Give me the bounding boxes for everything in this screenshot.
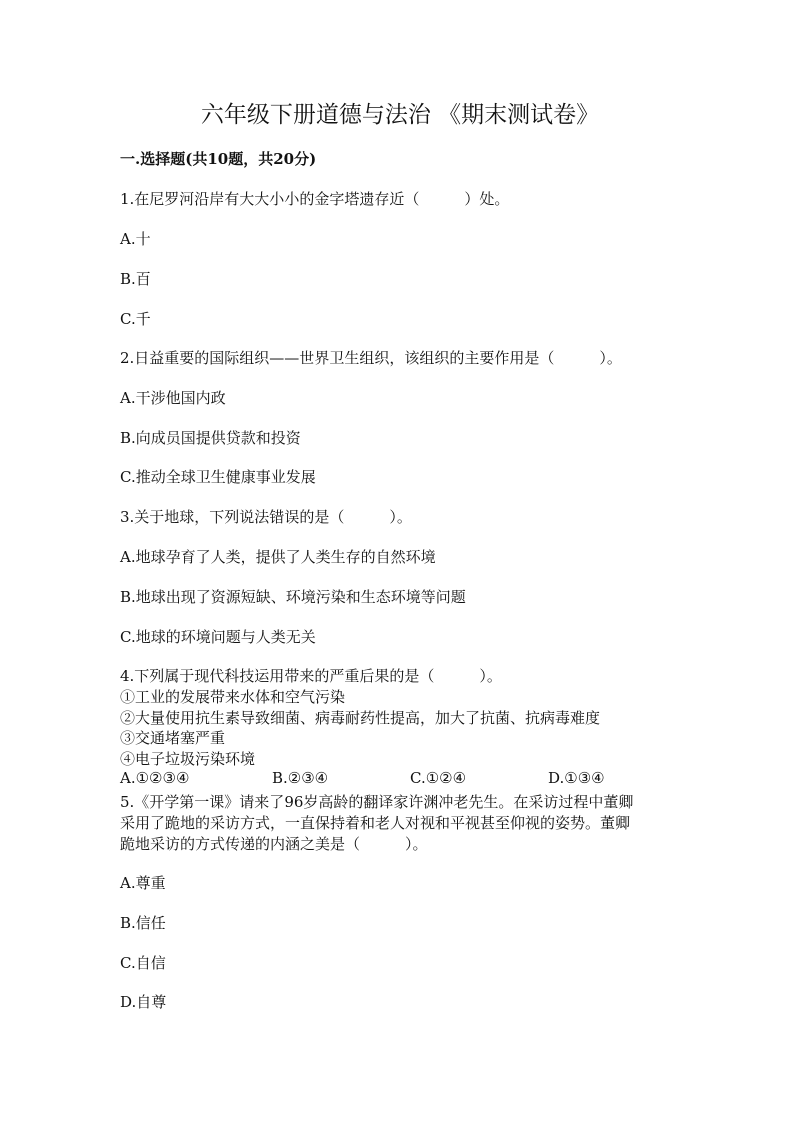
q4-option-b: B.②③④ [272,769,329,787]
q5-stem-line-1: 5.《开学第一课》请来了96岁高龄的翻译家许渊冲老先生。在采访过程中董卿 [120,793,634,811]
q5-stem-line-3: 跪地采访的方式传递的内涵之美是（ ）。 [120,835,428,853]
q4-item-2: ②大量使用抗生素导致细菌、病毒耐药性提高，加大了抗菌、抗病毒难度 [120,709,601,727]
q4-options-row [120,769,680,789]
q1-option-c: C.千 [120,310,151,328]
q3-option-b: B.地球出现了资源短缺、环境污染和生态环境等问题 [120,588,466,606]
q3-option-a: A.地球孕育了人类，提供了人类生存的自然环境 [120,548,436,566]
q4-item-1: ①工业的发展带来水体和空气污染 [120,688,346,706]
q1-stem: 1.在尼罗河沿岸有大大小小的金字塔遗存近（ ）处。 [120,190,510,208]
q2-stem: 2.日益重要的国际组织——世界卫生组织，该组织的主要作用是（ ）。 [120,349,622,367]
section-header: 一.选择题(共10题，共20分) [120,150,317,168]
q4-option-a: A.①②③④ [120,769,190,787]
q3-stem: 3.关于地球，下列说法错误的是（ ）。 [120,508,412,526]
q3-option-c: C.地球的环境问题与人类无关 [120,628,316,646]
q4-option-d: D.①③④ [548,769,605,787]
q4-item-4: ④电子垃圾污染环境 [120,750,256,768]
q1-option-b: B.百 [120,270,151,288]
q2-option-c: C.推动全球卫生健康事业发展 [120,468,316,486]
exam-title: 六年级下册道德与法治 《期末测试卷》 [200,102,600,128]
q4-stem: 4.下列属于现代科技运用带来的严重后果的是（ ）。 [120,667,502,685]
q5-option-c: C.自信 [120,954,166,972]
q5-stem-line-2: 采用了跪地的采访方式，一直保持着和老人对视和平视甚至仰视的姿势。董卿 [120,814,631,832]
q4-item-3: ③交通堵塞严重 [120,729,226,747]
q5-option-a: A.尊重 [120,874,166,892]
q2-option-b: B.向成员国提供贷款和投资 [120,429,301,447]
q1-option-a: A.十 [120,230,151,248]
q5-option-d: D.自尊 [120,993,167,1011]
q4-option-c: C.①②④ [410,769,467,787]
q5-option-b: B.信任 [120,914,166,932]
q2-option-a: A.干涉他国内政 [120,389,226,407]
